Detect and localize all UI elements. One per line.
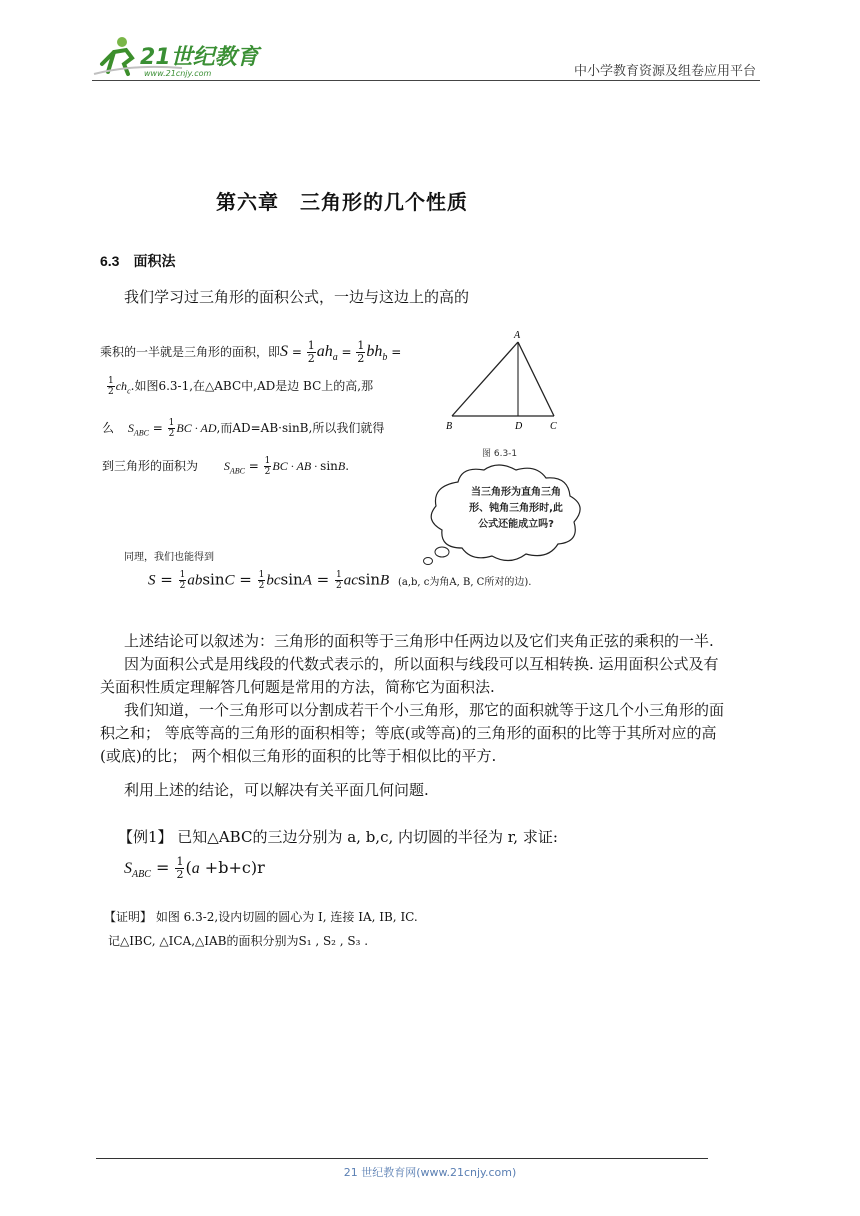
paragraph-4: 利用上述的结论，可以解决有关平面几何问题. bbox=[124, 781, 429, 799]
logo-url: www.21cnjy.com bbox=[144, 69, 212, 78]
sine-area-formula: S = $\frac{1}{2}$ absinC = $\frac{1}{2}$ bcsinA = $\frac{1}{2}$ acsinB (a,b, c为角A, B, C所对的边). bbox=[148, 570, 532, 591]
footer-divider bbox=[96, 1158, 708, 1159]
label-d: D bbox=[515, 421, 523, 432]
label-a: A bbox=[514, 330, 521, 341]
chapter-title: 第六章 三角形的几个性质 bbox=[216, 190, 468, 214]
formula-line-1: 乘积的一半就是三角形的面积，即S = $\frac{1}{2}$ $ah_a$ = $\frac{1}{2}$ $bh_b$ = bbox=[100, 339, 402, 365]
side-ac bbox=[518, 342, 554, 416]
header-divider bbox=[92, 80, 760, 81]
example-1-formula: $S_{ABC}$ = $\frac{1}{2}$ (a +b+c)r bbox=[124, 855, 265, 881]
triangle-figure bbox=[440, 328, 588, 463]
paragraph-2b: 关面积性质定理解答几何题是常用的方法，简称它为面积法. bbox=[100, 678, 495, 696]
site-logo bbox=[92, 34, 262, 80]
label-c: C bbox=[550, 421, 557, 432]
label-b: B bbox=[446, 421, 453, 432]
section-title: 6.3 面积法 bbox=[100, 253, 176, 269]
line4-prefix: 到三角形的面积为 bbox=[102, 459, 199, 473]
proof-line-2: 记△IBC, △ICA,△IAB的面积分别为S₁ , S₂ , S₃ . bbox=[108, 934, 369, 948]
formula-note: (a,b, c为角A, B, C所对的边). bbox=[397, 576, 532, 588]
line2-text: .如图6.3-1,在△ABC中,AD是边 BC上的高,那 bbox=[130, 379, 374, 393]
similarly-text: 同理，我们也能得到 bbox=[124, 552, 214, 563]
formula-line-4: 到三角形的面积为 $S_{ABC}$ = $\frac{1}{2}$ BC · AB · sinB. bbox=[102, 456, 350, 477]
cloud-question: 当三角形为直角三角形、钝角三角形时,此公式还能成立吗? bbox=[469, 487, 563, 530]
line3-prefix: 么 bbox=[102, 421, 115, 435]
intro-paragraph: 我们学习过三角形的面积公式，一边与这边上的高的 bbox=[124, 288, 470, 306]
formula-line-2: $\frac{1}{2}$ $ch_c$.如图6.3-1,在△ABC中,AD是边 BC上的高,那 bbox=[108, 376, 374, 397]
side-ab bbox=[452, 342, 518, 416]
line1-text: 乘积的一半就是三角形的面积，即 bbox=[100, 345, 281, 359]
paragraph-3b: 积之和； 等底等高的三角形的面积相等；等底(或等高)的三角形的面积的比等于其所对应的高 bbox=[100, 724, 717, 742]
proof-line-1: 【证明】 如图 6.3-2,设内切圆的圆心为 I, 连接 IA, IB, IC. bbox=[104, 910, 418, 924]
paragraph-3a: 我们知道，一个三角形可以分割成若干个小三角形，那它的面积就等于这几个小三角形的面 bbox=[124, 701, 725, 719]
footer-link[interactable]: 21 世纪教育网(www.21cnjy.com) bbox=[343, 1166, 517, 1179]
example-1-statement: 【例1】 已知△ABC的三边分别为 a, b,c, 内切圆的半径为 r, 求证: bbox=[118, 828, 558, 846]
paragraph-2a: 因为面积公式是用线段的代数式表示的，所以面积与线段可以互相转换. 运用面积公式及有 bbox=[124, 655, 719, 673]
line3-suffix: ,而AD=AB·sinB,所以我们就得 bbox=[216, 421, 385, 435]
paragraph-1: 上述结论可以叙述为：三角形的面积等于三角形中任两边以及它们夹角正弦的乘积的一半. bbox=[124, 632, 714, 650]
formula-line-3: 么 $S_{ABC}$ = $\frac{1}{2}$ BC · AD,而AD=AB·sinB,所以我们就得 bbox=[102, 418, 385, 439]
paragraph-3c: (或底)的比； 两个相似三角形的面积的比等于相似比的平方. bbox=[100, 747, 497, 765]
header-platform-name: 中小学教育资源及组卷应用平台 bbox=[573, 64, 756, 79]
logo-text: 21世纪教育 bbox=[140, 45, 259, 70]
figure-caption: 图 6.3-1 bbox=[482, 449, 518, 459]
